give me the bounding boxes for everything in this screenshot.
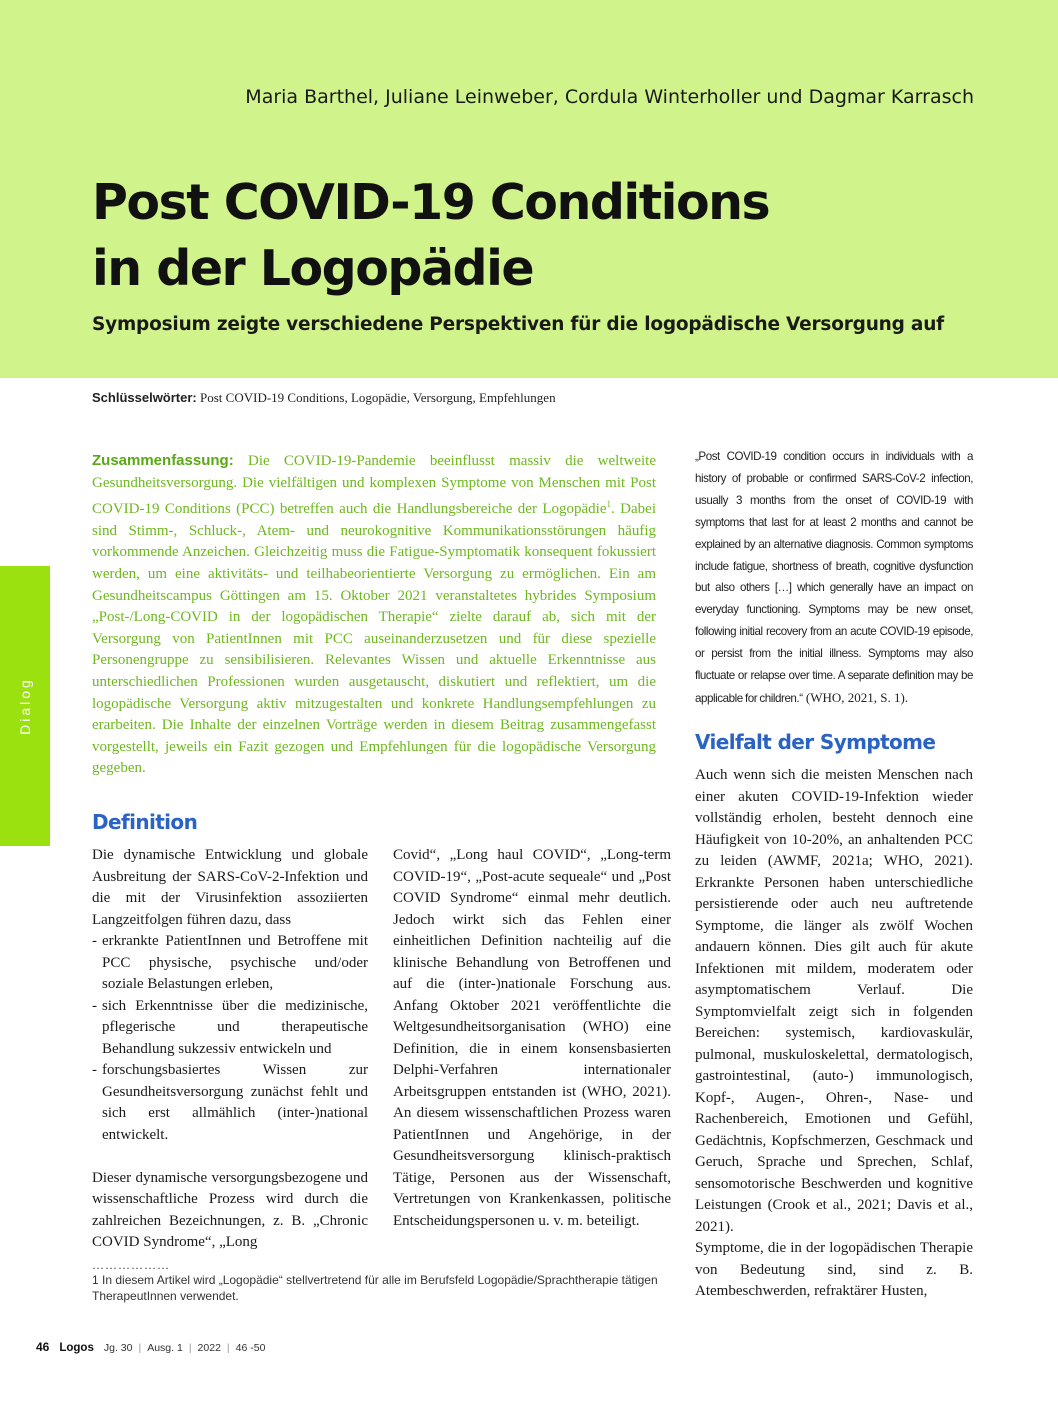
- footnote: 1 In diesem Artikel wird „Logopädie“ stellvertretend für alle im Berufsfeld Logopädie/Sprachtherapie tätigen TherapeutInnen verwendet.: [92, 1273, 658, 1303]
- footnote-separator: ………………: [92, 1258, 170, 1272]
- abstract-label: Zusammenfassung:: [92, 452, 234, 469]
- keywords-label: Schlüsselwörter:: [92, 390, 197, 405]
- journal-name: Logos: [59, 1342, 94, 1354]
- article-title-line-2: in der Logopädie: [92, 240, 534, 297]
- abstract-text-b: . Dabei sind Stimm-, Schluck-, Atem- und neurokognitive Kommunikationsstörungen häufig vorkommende Anzeichen. Gleichzeitig muss die Fatigue-Symptomatik konsequent fokussiert werden, um eine aktivitäts- und teilhabeorientierte Versorgung zu ermöglichen. Ein am Gesundheitscampus Göttingen am 15. Oktober 2021 veranstaltetes hybrides Symposium „Post-/Long-COVID in der logopädischen Therapie“ zielte darauf ab, sich mit der Versorgung von PatientInnen mit PCC auseinanderzusetzen und für diese spezielle Personengruppe zu sensibilisieren. Relevantes Wissen und aktuelle Erkenntnisse aus unterschiedlichen Professionen wurden ausgetauscht, diskutiert und reflektiert, um die logopädische Versorgung aktiv mitzugestalten und konkrete Handlungsempfehlungen zu erarbeiten. Die Inhalte der einzelnen Vorträge werden in diesem Beitrag zusammengefasst vorgestellt, jeweils ein Fazit gezogen und Empfehlungen für die logopädische Versorgung gegeben.: [92, 501, 656, 777]
- definition-column-2: [393, 845, 671, 1232]
- page-number: 46: [36, 1340, 50, 1354]
- title-banner: [0, 0, 1058, 378]
- journal-year: 2022: [197, 1342, 221, 1354]
- definition-bullet-list: [92, 931, 368, 1146]
- definition-paragraph-2: Dieser dynamische versorgungsbezogene und wissenschaftliche Prozess wird durch die zahlreichen Bezeichnungen, z. B. „Chronic COVID Syndrome“, „Long: [92, 1169, 368, 1250]
- definition-intro: Die dynamische Entwicklung und globale Ausbreitung der SARS-CoV-2-Infektion und die mit der Virusinfektion assoziierten Langzeitfolgen führen dazu, dass: [92, 847, 368, 928]
- article-title-line-1: Post COVID-19 Conditions: [92, 174, 770, 231]
- who-quote-source: (WHO, 2021, S. 1).: [802, 689, 909, 705]
- symptome-paragraph-2: Symptome, die in der logopädischen Therapie von Bedeutung sind, sind z. B. Atembeschwerden, refraktärer Husten,: [695, 1240, 973, 1299]
- list-item: - forschungsbasiertes Wissen zur Gesundheitsversorgung zunächst fehlt und sich erst allmählich (inter-)national entwickelt.: [92, 1060, 368, 1146]
- symptome-column: [695, 765, 973, 1303]
- section-side-tab: [0, 566, 50, 846]
- abstract: [92, 450, 656, 780]
- heading-vielfalt-der-symptome: Vielfalt der Symptome: [695, 730, 936, 754]
- side-tab-label: Dialog: [17, 677, 33, 735]
- journal-issue: Ausg. 1: [147, 1342, 183, 1354]
- definition-column-1: [92, 845, 368, 1254]
- keywords-text: Post COVID-19 Conditions, Logopädie, Versorgung, Empfehlungen: [196, 390, 556, 405]
- footnote-mark[interactable]: 1: [606, 499, 612, 510]
- authors: Maria Barthel, Juliane Leinweber, Cordula Winterholler und Dagmar Karrasch: [245, 86, 974, 108]
- page-footer: 46 Logos Jg. 30 | Ausg. 1 | 2022 | 46 -50: [36, 1340, 266, 1354]
- heading-definition: Definition: [92, 810, 198, 834]
- who-quote: [695, 446, 973, 710]
- article-subtitle: Symposium zeigte verschiedene Perspektiven für die logopädische Versorgung auf: [92, 314, 945, 335]
- journal-volume: Jg. 30: [103, 1342, 133, 1354]
- list-item: - sich Erkenntnisse über die medizinische, pflegerische und therapeutische Behandlung sukzessiv entwickeln und: [92, 996, 368, 1061]
- list-item: - erkrankte PatientInnen und Betroffene mit PCC physische, psychische und/oder soziale Belastungen erleben,: [92, 931, 368, 996]
- definition-paragraph-3: Covid“, „Long haul COVID“, „Long-term COVID-19“, „Post-acute sequeale“ und „Post COVID Syndrome“ einmal mehr deutlich. Jedoch wirkt sich das Fehlen einer einheitlichen Definition nachteilig auf die klinische Behandlung von Betroffenen und auf die (inter-)nationale Forschung aus. Anfang Oktober 2021 veröffentlichte die Weltgesundheitsorganisation (WHO) eine Definition, die in einem konsensbasierten Delphi-Verfahren internationaler Arbeitsgruppen entstanden ist (WHO, 2021). An diesem wissenschaftlichen Prozess waren PatientInnen und Angehörige, in der Gesundheitsversorgung klinisch-praktisch Tätige, Personen aus der Wissenschaft, Vertretungen von Krankenkassen, politische Entscheidungspersonen u. v. m. beteiligt.: [393, 847, 671, 1229]
- abstract-text-a: Die COVID-19-Pandemie beeinflusst massiv die weltweite Gesundheitsversorgung. Die vielfältigen und komplexen Symptome von Menschen mit Post COVID-19 Conditions (PCC) betreffen auch die Handlungsbereiche der Logopädie: [92, 453, 656, 518]
- who-quote-text: „Post COVID-19 condition occurs in individuals with a history of probable or confirmed SARS-CoV-2 infection, usually 3 months from the onset of COVID-19 with symptoms that last for at least 2 months and cannot be explained by an alternative diagnosis. Common symptoms include fatigue, shortness of breath, cognitive dysfunction but also others […] which generally have an impact on everyday functioning. Symptoms may be new onset, following initial recovery from an acute COVID-19 episode, or persist from the initial illness. Symptoms may also fluctuate or relapse over time. A separate definition may be applicable for children.“: [695, 450, 973, 705]
- symptome-paragraph-1: Auch wenn sich die meisten Menschen nach einer akuten COVID-19-Infektion wieder vollständig erholen, besteht dennoch eine Häufigkeit von 10-20%, an anhaltenden PCC zu leiden (AWMF, 2021a; WHO, 2021). Erkrankte Personen haben unterschiedliche persistierende oder auch neu auftretende Symptome, die länger als zwölf Wochen andauern können. Dies gilt auch für akute Infektionen mit mildem, moderatem oder asymptomatischem Verlauf. Die Symptomvielfalt zeigt sich in folgenden Bereichen: systemisch, kardiovaskulär, pulmonal, muskuloskelettal, dermatologisch, gastrointestinal, (auto-) immunologisch, Kopf-, Augen-, Ohren-, Nase- und Rachenbereich, Emotionen und Gefühl, Gedächtnis, Kopfschmerzen, Geschmack und Geruch, Sprache und Sprechen, Schlaf, sensomotorische Beschwerden und kognitive Leistungen (Crook et al., 2021; Davis et al., 2021).: [695, 767, 973, 1235]
- article-title: [92, 170, 992, 302]
- keywords: [92, 390, 556, 406]
- page-range: 46 -50: [235, 1342, 266, 1354]
